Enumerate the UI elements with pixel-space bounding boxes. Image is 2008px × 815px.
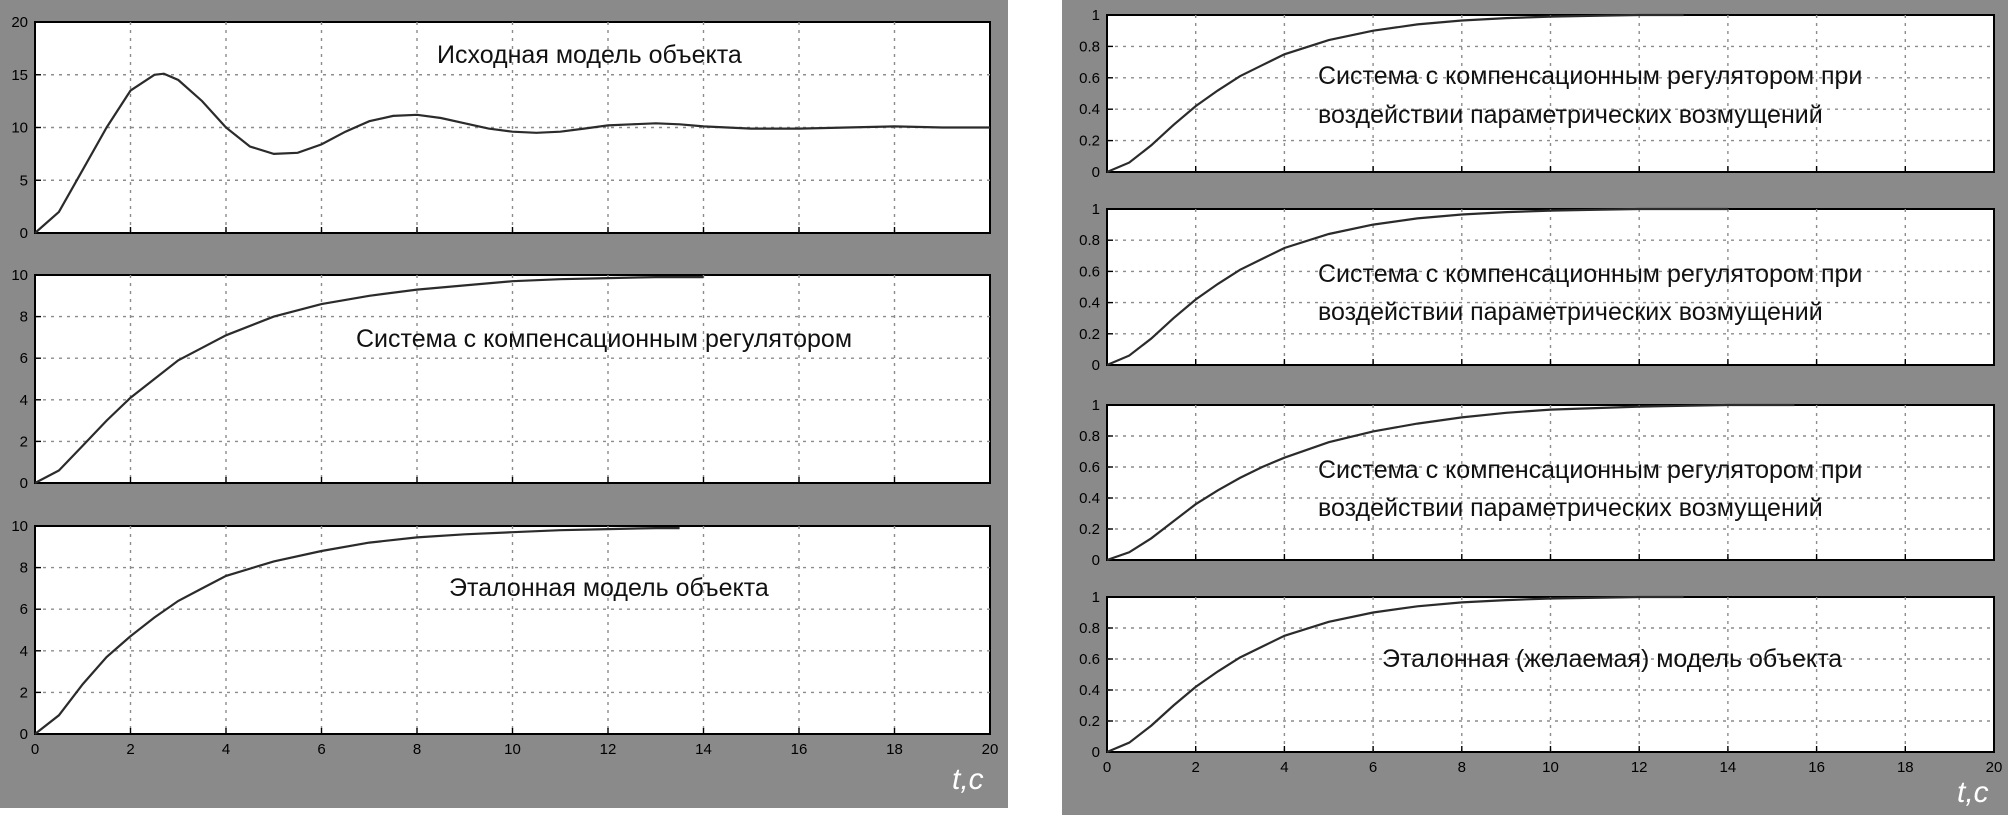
y-tick-label: 0 bbox=[1091, 552, 1100, 569]
chart-right-2 bbox=[1079, 201, 1994, 374]
x-tick-label: 12 bbox=[1630, 759, 1648, 776]
y-tick-label: 2 bbox=[19, 433, 28, 451]
x-axis-unit-label-right: t,c bbox=[1957, 776, 1989, 809]
y-tick-label: 6 bbox=[19, 601, 28, 619]
x-tick-label: 8 bbox=[1457, 759, 1466, 776]
x-tick-label: 14 bbox=[1719, 759, 1737, 776]
chart-annotation: воздействии параметрических возмущений bbox=[1318, 101, 1823, 129]
x-tick-label: 14 bbox=[695, 741, 712, 758]
y-tick-label: 0.2 bbox=[1079, 521, 1100, 538]
x-tick-label: 20 bbox=[981, 741, 999, 758]
chart-annotation: Система с компенсационным регулятором при bbox=[1318, 456, 1863, 484]
y-tick-label: 10 bbox=[11, 267, 28, 284]
chart-annotation: воздействии параметрических возмущений bbox=[1318, 298, 1823, 326]
y-tick-label: 0.4 bbox=[1079, 490, 1100, 507]
y-tick-label: 2 bbox=[19, 684, 28, 702]
chart-annotation: воздействии параметрических возмущений bbox=[1318, 494, 1823, 522]
y-tick-label: 6 bbox=[19, 350, 28, 368]
y-tick-label: 1 bbox=[1091, 201, 1100, 218]
chart-left-3 bbox=[11, 518, 998, 758]
plot-area bbox=[1107, 15, 1994, 172]
y-tick-label: 0 bbox=[19, 225, 28, 242]
y-tick-label: 0 bbox=[1091, 164, 1100, 181]
x-tick-label: 8 bbox=[412, 741, 422, 758]
y-tick-label: 10 bbox=[11, 119, 28, 137]
y-tick-label: 8 bbox=[19, 308, 28, 326]
y-tick-label: 0.8 bbox=[1079, 620, 1100, 637]
x-tick-label: 0 bbox=[30, 741, 40, 758]
y-tick-label: 0.6 bbox=[1079, 459, 1100, 476]
x-tick-label: 16 bbox=[790, 741, 808, 758]
y-tick-label: 15 bbox=[11, 66, 28, 84]
chart-left-2 bbox=[11, 267, 990, 492]
y-tick-label: 1 bbox=[1091, 589, 1100, 606]
y-tick-label: 4 bbox=[19, 391, 28, 409]
y-tick-label: 0.4 bbox=[1079, 294, 1100, 312]
left-figure-panel bbox=[0, 0, 1008, 808]
y-tick-label: 4 bbox=[19, 642, 28, 660]
right-figure-canvas bbox=[1062, 0, 2008, 815]
x-tick-label: 4 bbox=[221, 741, 231, 758]
chart-annotation: Исходная модель объекта bbox=[437, 41, 742, 69]
chart-left-1 bbox=[11, 14, 990, 242]
y-tick-label: 10 bbox=[11, 518, 28, 535]
y-tick-label: 0.2 bbox=[1079, 132, 1100, 150]
y-tick-label: 0.2 bbox=[1079, 713, 1100, 730]
right-figure-panel bbox=[1062, 0, 2008, 815]
y-tick-label: 0 bbox=[1091, 357, 1100, 374]
x-tick-label: 18 bbox=[886, 741, 903, 758]
left-figure-canvas bbox=[0, 0, 1008, 808]
y-tick-label: 5 bbox=[19, 172, 28, 190]
chart-right-3 bbox=[1079, 397, 1994, 569]
y-tick-label: 8 bbox=[19, 559, 28, 577]
y-tick-label: 1 bbox=[1091, 7, 1100, 24]
x-tick-label: 10 bbox=[1542, 759, 1559, 776]
chart-annotation: Эталонная (желаемая) модель объекта bbox=[1382, 645, 1843, 673]
x-tick-label: 18 bbox=[1896, 759, 1914, 776]
chart-annotation: Система с компенсационным регулятором bbox=[356, 325, 853, 353]
y-tick-label: 0.8 bbox=[1079, 232, 1100, 250]
y-tick-label: 0.2 bbox=[1079, 325, 1100, 343]
y-tick-label: 0.8 bbox=[1079, 38, 1100, 56]
chart-right-1 bbox=[1079, 7, 1994, 181]
x-tick-label: 6 bbox=[1368, 759, 1378, 776]
y-tick-label: 0.8 bbox=[1079, 428, 1100, 445]
chart-right-4 bbox=[1079, 589, 2002, 776]
chart-annotation: Система с компенсационным регулятором при bbox=[1318, 260, 1863, 288]
x-tick-label: 10 bbox=[504, 741, 521, 758]
x-axis-unit-label-left: t,c bbox=[952, 763, 984, 796]
y-tick-label: 0 bbox=[1091, 744, 1100, 761]
y-tick-label: 1 bbox=[1091, 397, 1100, 414]
y-tick-label: 0.6 bbox=[1079, 263, 1100, 281]
y-tick-label: 0.6 bbox=[1079, 651, 1100, 668]
y-tick-label: 0.4 bbox=[1079, 682, 1100, 699]
x-tick-label: 12 bbox=[599, 741, 617, 758]
y-tick-label: 0 bbox=[19, 726, 28, 743]
x-tick-label: 0 bbox=[1102, 759, 1112, 776]
y-tick-label: 20 bbox=[11, 14, 28, 31]
plot-area bbox=[1107, 597, 1994, 752]
y-tick-label: 0 bbox=[19, 475, 28, 492]
x-tick-label: 16 bbox=[1808, 759, 1825, 776]
y-tick-label: 0.4 bbox=[1079, 101, 1100, 119]
x-tick-label: 20 bbox=[1985, 759, 2003, 776]
chart-annotation: Система с компенсационным регулятором при bbox=[1318, 62, 1863, 90]
y-tick-label: 0.6 bbox=[1079, 69, 1100, 87]
x-tick-label: 2 bbox=[1191, 759, 1200, 776]
x-tick-label: 6 bbox=[317, 741, 326, 758]
x-tick-label: 4 bbox=[1280, 759, 1289, 776]
x-tick-label: 2 bbox=[126, 741, 135, 758]
chart-annotation: Эталонная модель объекта bbox=[449, 574, 769, 602]
